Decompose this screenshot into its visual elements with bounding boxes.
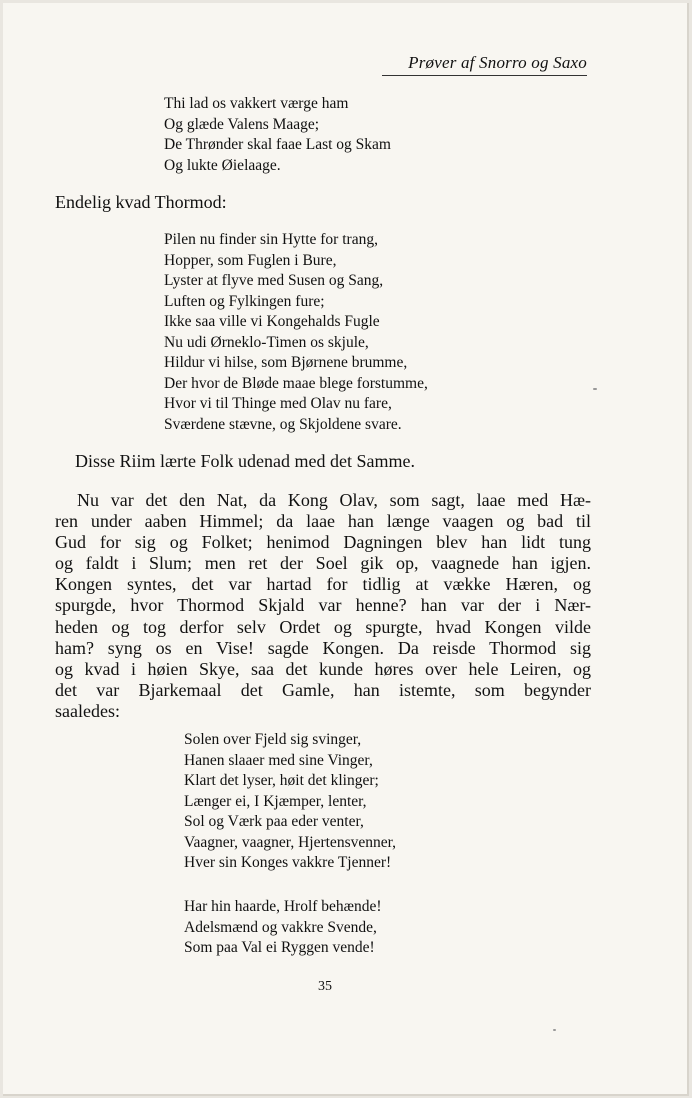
verse-line: Hver sin Konges vakkre Tjenner!: [184, 854, 392, 871]
stanza-2: [164, 230, 428, 435]
stanza-3: [184, 730, 396, 874]
page-number: 35: [318, 979, 332, 994]
verse-line: Klart det lyser, høit det klinger;: [184, 772, 379, 789]
header-rule: [382, 75, 587, 76]
verse-line: Som paa Val ei Ryggen vende!: [184, 939, 375, 956]
verse-line: Hvor vi til Thinge med Olav nu fare,: [164, 395, 392, 412]
paragraph-line: Kongen syntes, det var hartad for tidlig at vække Hæren, og: [55, 574, 591, 595]
after-stanza-line: Disse Riim lærte Folk udenad med det Samme.: [75, 451, 415, 471]
paragraph-line: det var Bjarkemaal det Gamle, han istemte, som begynder: [55, 679, 591, 700]
verse-line: Thi lad os vakkert værge ham: [164, 95, 349, 112]
verse-line: Der hvor de Bløde maae blege forstumme,: [164, 374, 428, 392]
body-paragraph: [55, 490, 591, 722]
running-header: Prøver af Snorro og Saxo: [408, 53, 587, 72]
verse-line: Vaagner, vaagner, Hjertensvenner,: [184, 833, 397, 851]
verse-line: Adelsmænd og vakkre Svende,: [184, 918, 377, 936]
paragraph-line: ham? syng os en Vise! sagde Kongen. Da reisde Thormod sig: [55, 637, 591, 658]
paragraph-line: Gud for sig og Folket; henimod Dagningen blev han lidt tung: [55, 532, 591, 553]
paragraph-line: heden og tog derfor selv Ordet og spurgte, hvad Kongen vilde: [55, 616, 591, 637]
intro-line: Endelig kvad Thormod:: [55, 192, 227, 212]
verse-line: Hanen slaaer med sine Vinger,: [184, 751, 373, 769]
verse-line: Hopper, som Fuglen i Bure,: [164, 251, 337, 269]
verse-line: Lyster at flyve med Susen og Sang,: [164, 272, 384, 289]
paragraph-line: Nu var det den Nat, da Kong Olav, som sagt, laae med Hæ-: [77, 490, 591, 510]
paper-speck: [593, 388, 597, 390]
verse-line: Længer ei, I Kjæmper, lenter,: [184, 792, 367, 810]
paragraph-line: saaledes:: [55, 700, 120, 721]
paragraph-line: og kvad i høien Skye, saa det kunde høres over hele Leiren, og: [55, 658, 591, 679]
paper-speck: [553, 1029, 556, 1031]
verse-line: Ikke saa ville vi Kongehalds Fugle: [164, 313, 380, 330]
verse-line: Sværdene stævne, og Skjoldene svare.: [164, 415, 402, 433]
paragraph-line: ren under aaben Himmel; da laae han længe vaagen og bad til: [55, 511, 591, 532]
paragraph-line: og faldt i Slum; men ret der Soel gik op, vaagnede han igjen.: [55, 553, 591, 574]
stanza-4: [184, 897, 382, 959]
verse-line: Nu udi Ørneklo-Timen os skjule,: [164, 333, 369, 351]
verse-line: Har hin haarde, Hrolf behænde!: [184, 898, 382, 915]
verse-line: Og lukte Øielaage.: [164, 156, 281, 174]
book-page: [3, 3, 689, 1096]
verse-line: Og glæde Valens Maage;: [164, 115, 320, 133]
verse-line: Sol og Værk paa eder venter,: [184, 813, 364, 830]
verse-line: Solen over Fjeld sig svinger,: [184, 731, 362, 748]
verse-line: Luften og Fylkingen fure;: [164, 292, 325, 310]
verse-line: Pilen nu finder sin Hytte for trang,: [164, 231, 378, 248]
verse-line: De Thrønder skal faae Last og Skam: [164, 136, 391, 153]
verse-line: Hildur vi hilse, som Bjørnene brumme,: [164, 354, 408, 371]
paragraph-line: spurgde, hvor Thormod Skjald var henne? han var der i Nær-: [55, 595, 591, 616]
stanza-1: [164, 94, 391, 176]
